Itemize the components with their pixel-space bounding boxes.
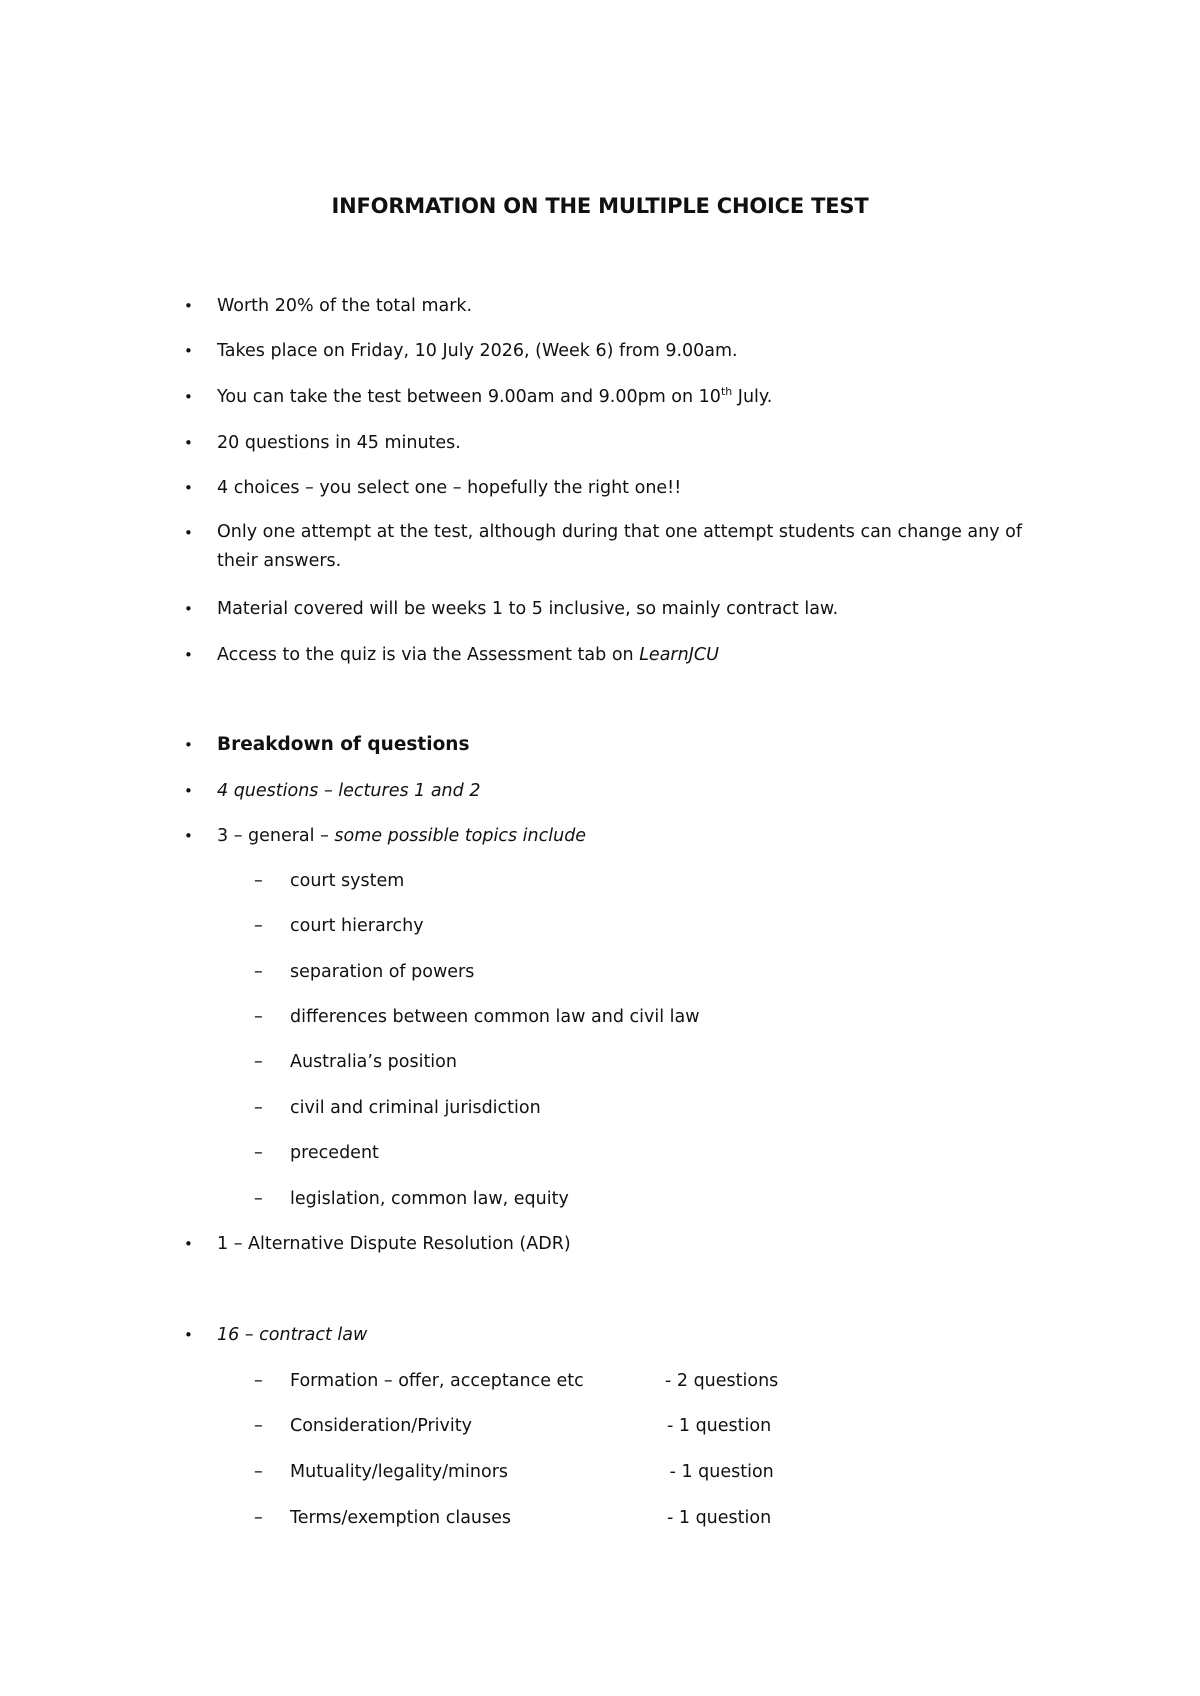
bullet: • <box>184 479 193 497</box>
bullet: • <box>184 827 193 845</box>
bullet: • <box>184 600 193 618</box>
contract-topic: Terms/exemption clauses <box>290 1508 512 1528</box>
dash: – <box>254 1508 263 1528</box>
contract-topic: Mutuality/legality/minors <box>290 1462 509 1482</box>
bullet: • <box>184 434 193 452</box>
bullet: • <box>184 1235 193 1253</box>
question-count: - 2 questions <box>665 1371 779 1391</box>
topic-text: separation of powers <box>290 962 475 982</box>
dash: – <box>254 962 263 982</box>
topic-text: Australia’s position <box>290 1052 457 1072</box>
dash: – <box>254 1371 263 1391</box>
list-item-text: 4 choices – you select one – hopefully the right one!! <box>217 478 682 498</box>
dash: – <box>254 1143 263 1163</box>
list-item-text: 3 – general – some possible topics include <box>217 826 587 846</box>
bullet: • <box>184 297 193 315</box>
bullet: • <box>184 646 193 664</box>
topic-text: court system <box>290 871 405 891</box>
dash: – <box>254 871 263 891</box>
learnjcu-label: LearnJCU <box>639 645 719 665</box>
document-title: INFORMATION ON THE MULTIPLE CHOICE TEST <box>331 194 869 218</box>
dash: – <box>254 1189 263 1209</box>
list-item-text: You can take the test between 9.00am and 9.00pm on 10th July. <box>217 385 773 407</box>
question-count: - 1 question <box>667 1416 772 1436</box>
superscript: th <box>720 385 733 398</box>
bullet: • <box>184 524 193 542</box>
list-item-text: 4 questions – lectures 1 and 2 <box>217 781 481 801</box>
dash: – <box>254 1098 263 1118</box>
dash: – <box>254 1462 263 1482</box>
list-item-text: Only one attempt at the test, although during that one attempt students can change any of their answers. <box>217 522 1023 571</box>
list-item-text: Worth 20% of the total mark. <box>217 296 473 316</box>
topic-text: differences between common law and civil law <box>290 1007 700 1027</box>
list-item-text: 20 questions in 45 minutes. <box>217 433 461 453</box>
breakdown-heading: Breakdown of questions <box>217 734 470 755</box>
contract-topic: Formation – offer, acceptance etc <box>290 1371 584 1391</box>
topic-text: civil and criminal jurisdiction <box>290 1098 541 1118</box>
bullet: • <box>184 388 193 406</box>
topic-text: precedent <box>290 1143 379 1163</box>
bullet: • <box>184 342 193 360</box>
dash: – <box>254 916 263 936</box>
contract-topic: Consideration/Privity <box>290 1416 472 1436</box>
dash: – <box>254 1416 263 1436</box>
topic-text: court hierarchy <box>290 916 424 936</box>
question-count: - 1 question <box>664 1462 774 1482</box>
bullet: • <box>184 1326 193 1344</box>
dash: – <box>254 1052 263 1072</box>
dash: – <box>254 1007 263 1027</box>
list-item-text: 16 – contract law <box>217 1325 368 1345</box>
list-item-text: Takes place on Friday, 10 July 2026, (Week 6) from 9.00am. <box>217 341 738 361</box>
list-item-text: Material covered will be weeks 1 to 5 inclusive, so mainly contract law. <box>217 599 839 619</box>
question-count: - 1 question <box>667 1508 772 1528</box>
bullet: • <box>184 736 193 754</box>
bullet: • <box>184 782 193 800</box>
list-item-text: 1 – Alternative Dispute Resolution (ADR) <box>217 1234 571 1254</box>
topic-text: legislation, common law, equity <box>290 1189 569 1209</box>
list-item-text: Access to the quiz is via the Assessment tab on LearnJCU <box>217 645 719 665</box>
